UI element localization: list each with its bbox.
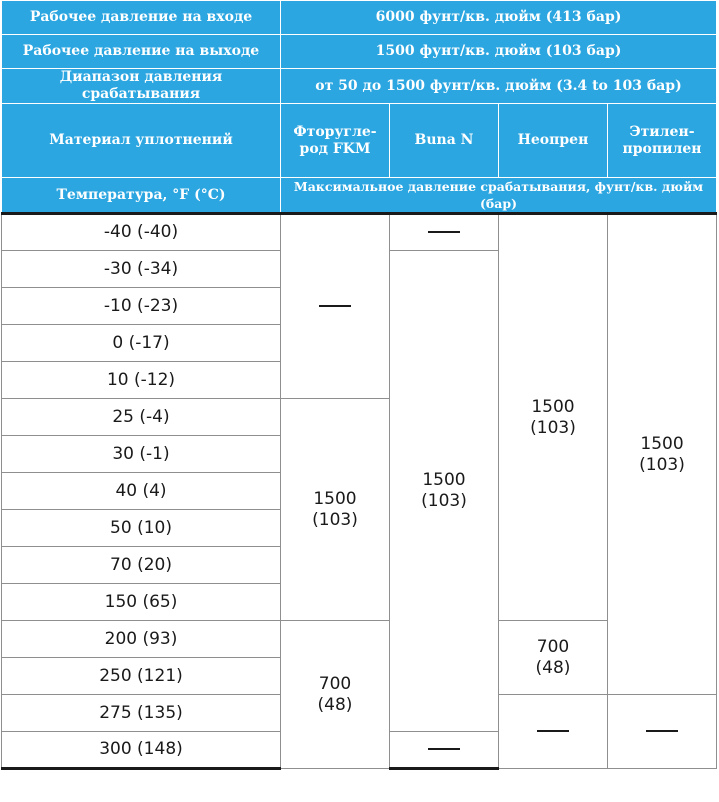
- set-range-row: [2, 69, 717, 104]
- material-buna: Buna N: [390, 104, 499, 178]
- material-neoprene: Неопрен: [499, 104, 608, 178]
- temperature-cell: 50 (10): [2, 510, 281, 547]
- seal-material-label: Материал уплотнений: [2, 104, 281, 178]
- cell-value: 700: [318, 673, 352, 694]
- cell-value-bar: (48): [535, 657, 571, 678]
- cell-value: 1500: [422, 470, 466, 490]
- cell-value-bar: (103): [639, 454, 685, 475]
- temperature-cell: 150 (65): [2, 584, 281, 621]
- buna-not-rated-cell: [390, 732, 499, 769]
- dash-mark: [646, 730, 678, 732]
- cell-value: 1500: [531, 396, 575, 417]
- temperature-cell: 275 (135): [2, 695, 281, 732]
- pressure-spec-table: [1, 0, 717, 770]
- temperature-cell: -40 (-40): [2, 214, 281, 251]
- fkm-mid-pressure-cell: [281, 621, 390, 769]
- dash-mark: [537, 730, 569, 732]
- temperature-cell: 250 (121): [2, 658, 281, 695]
- material-fkm-line2: род FKM: [299, 140, 371, 157]
- temperature-cell: 10 (-12): [2, 362, 281, 399]
- neoprene-not-rated-cell: [499, 695, 608, 769]
- cell-value: 1500: [640, 433, 684, 454]
- temperature-label: Температура, °F (°C): [2, 178, 281, 214]
- buna-not-rated-cell: [390, 214, 499, 251]
- material-fkm-line1: Фторугле-: [293, 123, 377, 140]
- dash-mark: [319, 305, 351, 307]
- buna-max-pressure-cell: [390, 251, 499, 732]
- material-ep: [608, 104, 717, 178]
- temperature-cell: 40 (4): [2, 473, 281, 510]
- cell-value: 1500: [313, 488, 357, 509]
- temperature-header-row: [2, 178, 717, 214]
- fkm-max-pressure-cell: [281, 399, 390, 621]
- seal-material-row: [2, 104, 717, 178]
- material-ep-line2: пропилен: [622, 140, 702, 157]
- temperature-cell: 0 (-17): [2, 325, 281, 362]
- fkm-not-rated-cell: [281, 214, 390, 399]
- cell-value-bar: (103): [530, 417, 576, 438]
- set-range-label: Диапазон давления срабатывания: [2, 69, 281, 104]
- temperature-cell: -30 (-34): [2, 251, 281, 288]
- set-range-value: от 50 до 1500 фунт/кв. дюйм (3.4 to 103 бар): [281, 69, 717, 104]
- temperature-cell: 200 (93): [2, 621, 281, 658]
- neoprene-mid-pressure-cell: [499, 621, 608, 695]
- outlet-pressure-value: 1500 фунт/кв. дюйм (103 бар): [281, 35, 717, 69]
- ep-max-pressure-cell: [608, 214, 717, 695]
- cell-value-bar: (103): [312, 509, 358, 530]
- cell-value-bar: (48): [317, 694, 353, 715]
- outlet-pressure-row: [2, 35, 717, 69]
- ep-not-rated-cell: [608, 695, 717, 769]
- material-ep-line1: Этилен-: [629, 123, 695, 140]
- inlet-pressure-label: Рабочее давление на входе: [2, 1, 281, 35]
- dash-mark: [428, 748, 460, 750]
- dash-mark: [428, 231, 460, 233]
- temperature-cell: 300 (148): [2, 732, 281, 769]
- temperature-cell: 30 (-1): [2, 436, 281, 473]
- temperature-cell: 25 (-4): [2, 399, 281, 436]
- inlet-pressure-row: [2, 1, 717, 35]
- cell-value-bar: (103): [421, 491, 467, 511]
- cell-value: 700: [536, 636, 570, 657]
- temperature-cell: 70 (20): [2, 547, 281, 584]
- neoprene-max-pressure-cell: [499, 214, 608, 621]
- max-pressure-label: Максимальное давление срабатывания, фунт/кв. дюйм (бар): [281, 178, 717, 214]
- table-row: [2, 214, 717, 251]
- temperature-cell: -10 (-23): [2, 288, 281, 325]
- inlet-pressure-value: 6000 фунт/кв. дюйм (413 бар): [281, 1, 717, 35]
- material-fkm: [281, 104, 390, 178]
- outlet-pressure-label: Рабочее давление на выходе: [2, 35, 281, 69]
